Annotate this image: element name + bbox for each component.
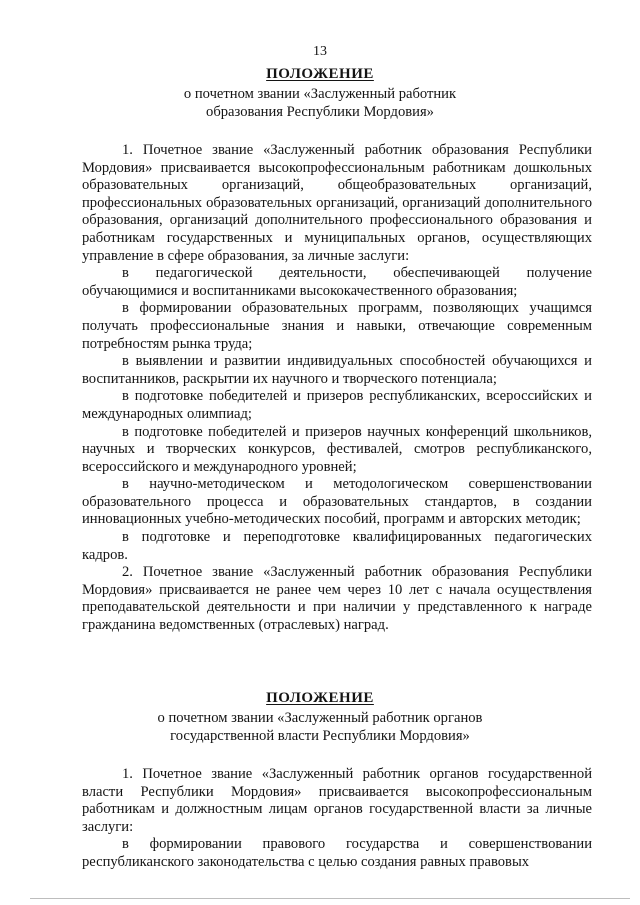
paragraph-clause-1: 1. Почетное звание «Заслуженный работник органов государственной власти Республики Мордовия» присваивается высокопрофессиональным работникам и должностным лицам органов государственной власти за личные заслуги: bbox=[82, 766, 592, 835]
section-subtitle-line: государственной власти Республики Мордовия» bbox=[170, 728, 470, 744]
scan-edge-line bbox=[30, 898, 630, 899]
paragraph-merit-item: в формировании правового государства и совершенствовании республиканского законодательства с целью создания равных правовых bbox=[82, 836, 592, 870]
section-subtitle-line: о почетном звании «Заслуженный работник bbox=[183, 86, 457, 102]
section-subtitle-line: о почетном звании «Заслуженный работник органов bbox=[157, 710, 483, 726]
regulation-section-government bbox=[0, 690, 640, 872]
paragraph-merit-item: в формировании образовательных программ, позволяющих учащимся получать профессиональные знания и навыки, отвечающие современным потребностям рынка труда; bbox=[82, 300, 592, 352]
paragraph-clause-2: 2. Почетное звание «Заслуженный работник образования Республики Мордовия» присваивается не ранее чем через 10 лет с начала осуществления преподавательской деятельности и при наличии у представленного к награде гражданина ведомственных (отраслевых) наград. bbox=[82, 564, 592, 634]
paragraph-merit-item: в выявлении и развитии индивидуальных способностей обучающихся и воспитанников, раскрытии их научного и творческого потенциала; bbox=[82, 353, 592, 387]
paragraph-merit-item: в педагогической деятельности, обеспечивающей получение обучающимися и воспитанниками высококачественного образования; bbox=[82, 265, 592, 299]
section-subtitle-line: образования Республики Мордовия» bbox=[206, 104, 434, 120]
section-heading: ПОЛОЖЕНИЕ bbox=[266, 66, 374, 82]
paragraph-clause-1: 1. Почетное звание «Заслуженный работник образования Республики Мордовия» присваивается высокопрофессиональным работникам дошкольных образовательных организаций, общеобразовательных организаций, профессиональных образовательных организаций, организаций дополнительного образования, организаций дополнительного профессионального образования и работникам государственных и муниципальных органов, осуществляющих управление в сфере образования, за личные заслуги: bbox=[82, 142, 592, 264]
regulation-section-education bbox=[0, 66, 640, 635]
section-heading: ПОЛОЖЕНИЕ bbox=[266, 690, 374, 706]
paragraph-merit-item: в подготовке и переподготовке квалифицированных педагогических кадров. bbox=[82, 529, 592, 563]
page-number: 13 bbox=[313, 44, 327, 59]
paragraph-merit-item: в подготовке победителей и призеров научных конференций школьников, научных и творческих конкурсов, фестивалей, смотров республиканского, всероссийского и международного уровней; bbox=[82, 423, 592, 475]
paragraph-merit-item: в подготовке победителей и призеров республиканских, всероссийских и международных олимпиад; bbox=[82, 388, 592, 422]
paragraph-merit-item: в научно-методическом и методологическом совершенствовании образовательного процесса и образовательных стандартов, в создании инновационных учебно-методических пособий, программ и авторских методик; bbox=[82, 476, 592, 528]
